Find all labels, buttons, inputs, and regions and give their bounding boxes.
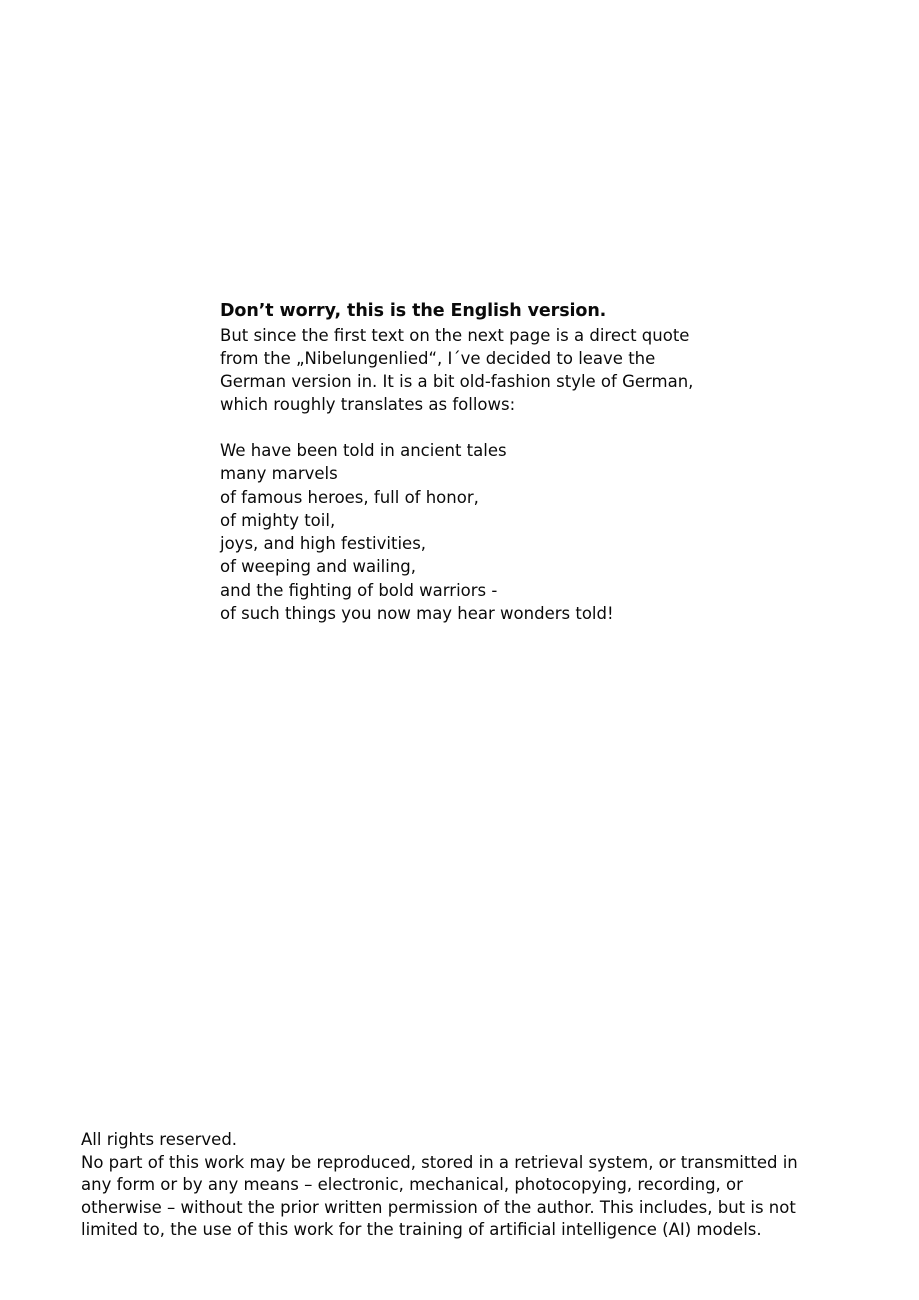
verse-translation — [220, 439, 740, 625]
note-heading: Don’t worry, this is the English version. — [220, 301, 607, 321]
verse-line-1: We have been told in ancient tales — [220, 441, 507, 460]
verse-line-7: and the fighting of bold warriors - — [220, 580, 498, 600]
note-paragraph-line-4: which roughly translates as follows: — [220, 395, 516, 414]
paragraph-spacer — [220, 416, 740, 439]
verse-line-6: of weeping and wailing, — [220, 557, 417, 577]
rights-line-4: limited to, the use of this work for the training of artificial intelligence (AI) models. — [81, 1220, 762, 1239]
rights-line-3: otherwise – without the prior written permission of the author. This includes, but is not — [81, 1197, 796, 1217]
note-paragraph-line-1: But since the first text on the next page is a direct quote — [220, 326, 690, 345]
rights-title: All rights reserved. — [81, 1130, 238, 1149]
english-version-note — [220, 300, 740, 625]
verse-line-4: of mighty toil, — [220, 510, 336, 530]
note-paragraph — [220, 324, 740, 416]
rights-line-2: any form or by any means – electronic, mechanical, photocopying, recording, or — [81, 1175, 743, 1194]
rights-line-1: No part of this work may be reproduced, stored in a retrieval system, or transmitted in — [81, 1152, 798, 1172]
rights-body — [81, 1152, 798, 1242]
verse-line-5: joys, and high festivities, — [220, 534, 427, 554]
verse-line-3: of famous heroes, full of honor, — [220, 487, 479, 507]
note-paragraph-line-2: from the „Nibelungenlied“, I´ve decided to leave the — [220, 349, 656, 368]
verse-line-2: many marvels — [220, 464, 338, 484]
verse-line-8: of such things you now may hear wonders told! — [220, 604, 614, 624]
note-paragraph-line-3: German version in. It is a bit old-fashion style of German, — [220, 372, 694, 391]
copyright-notice — [81, 1129, 798, 1242]
